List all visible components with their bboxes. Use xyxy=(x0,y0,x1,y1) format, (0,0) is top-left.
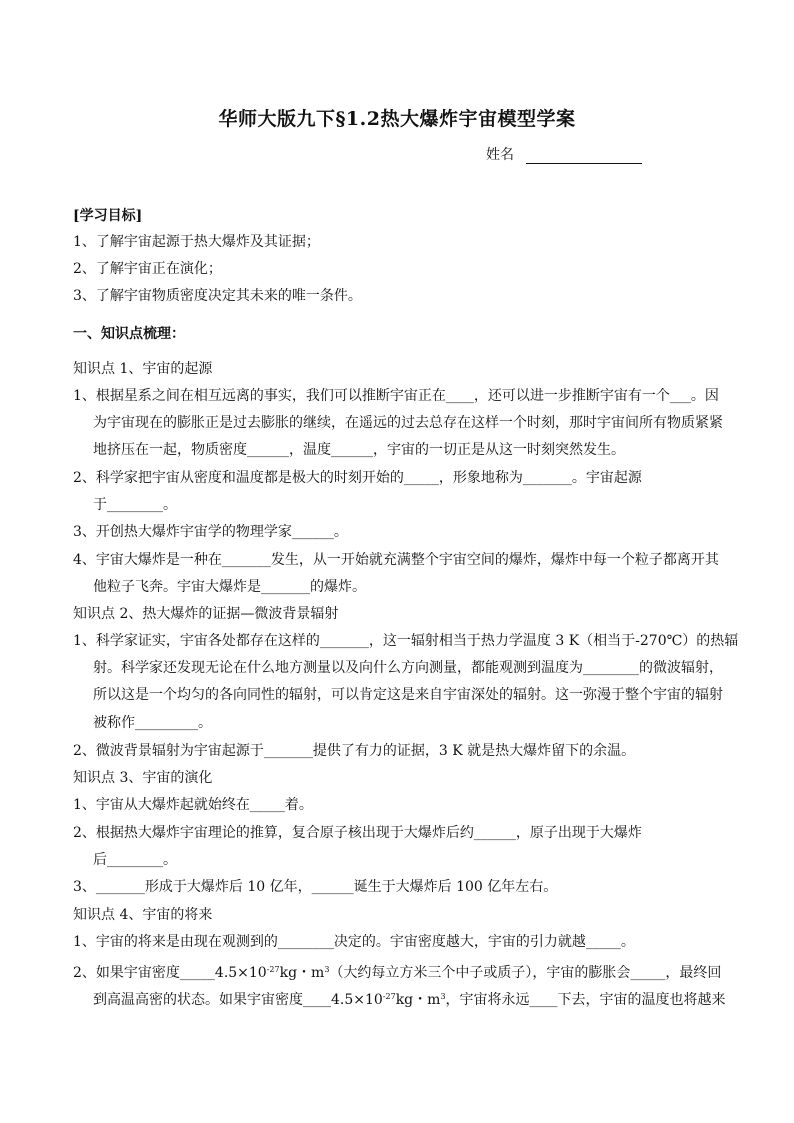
kp3-item3: 3、_______形成于大爆炸后 10 亿年，______诞生于大爆炸后 100 亿年左右。 xyxy=(73,879,558,895)
kp3-item2-line2: 后________。 xyxy=(93,852,177,868)
goals-heading: [学习目标] xyxy=(73,208,143,224)
kp4-item2-line2-a: 到高温高密的状态。如果宇宙密度____4.5×10 xyxy=(93,992,383,1008)
goal-3: 3、了解宇宙物质密度决定其未来的唯一条件。 xyxy=(73,288,362,304)
kp3-item2-line1: 2、根据热大爆炸宇宙理论的推算，复合原子核出现于大爆炸后约______，原子出现于大爆炸 xyxy=(73,825,642,841)
kp2-item1-line3: 所以这是一个均匀的各向同性的辐射，可以肯定这是来自宇宙深处的辐射。这一弥漫于整个宇宙的辐射 xyxy=(93,687,723,703)
kp4-item2-line1-b: kg・m xyxy=(279,965,325,981)
kp1-item4-line1: 4、宇宙大爆炸是一种在_______发生，从一开始就充满整个宇宙空间的爆炸，爆炸中每一个粒子都离开其 xyxy=(73,552,719,568)
kp3-item1: 1、宇宙从大爆炸起就始终在_____着。 xyxy=(73,797,313,813)
kp2-item2: 2、微波背景辐射为宇宙起源于_______提供了有力的证据，3 K 就是热大爆炸留下的余温。 xyxy=(73,743,636,759)
kp4-item2-line1-a: 2、如果宇宙密度_____4.5×10 xyxy=(73,965,267,981)
kp2-item1-line2: 射。科学家还发现无论在什么地方测量以及向什么方向测量，都能观测到温度为________的微波辐射， xyxy=(93,660,723,676)
goal-1: 1、了解宇宙起源于热大爆炸及其证据； xyxy=(73,234,320,250)
section-1-heading: 一、知识点梳理： xyxy=(73,326,185,342)
kp2-item1-line4: 被称作_________。 xyxy=(93,715,212,731)
knowledge-point-1-heading: 知识点 1、宇宙的起源 xyxy=(73,361,213,377)
exponent: -27 xyxy=(382,992,396,1001)
name-blank-line[interactable] xyxy=(526,149,642,164)
goal-2: 2、了解宇宙正在演化； xyxy=(73,261,222,277)
kp1-item1-line2: 为宇宙现在的膨胀正是过去膨胀的继续，在遥远的过去总存在这样一个时刻，那时宇宙间所有物质紧紧 xyxy=(93,415,723,431)
knowledge-point-2-heading: 知识点 2、热大爆炸的证据—微波背景辐射 xyxy=(73,606,339,622)
name-field[interactable] xyxy=(486,144,642,164)
exponent: 3 xyxy=(440,992,446,1001)
knowledge-point-3-heading: 知识点 3、宇宙的演化 xyxy=(73,770,213,786)
exponent: -27 xyxy=(266,965,280,974)
exponent: 3 xyxy=(324,965,330,974)
kp1-item1-line1: 1、根据星系之间在相互远离的事实，我们可以推断宇宙正在____，还可以进一步推断宇宙有一个___。因 xyxy=(73,388,719,404)
kp2-item1-line1: 1、科学家证实，宇宙各处都存在这样的_______，这一辐射相当于热力学温度 3 K（相当于-270℃）的热辐 xyxy=(73,633,739,649)
kp4-item2-line2 xyxy=(93,987,726,1010)
kp4-item2-line1 xyxy=(73,960,721,983)
kp1-item3: 3、开创热大爆炸宇宙学的物理学家______。 xyxy=(73,524,348,540)
knowledge-point-4-heading: 知识点 4、宇宙的将来 xyxy=(73,907,213,923)
kp1-item4-line2: 他粒子飞奔。宇宙大爆炸是_______的爆炸。 xyxy=(93,579,366,595)
kp4-item1: 1、宇宙的将来是由现在观测到的________决定的。宇宙密度越大，宇宙的引力就越_____。 xyxy=(73,934,635,950)
kp1-item2-line2: 于________。 xyxy=(93,497,177,513)
kp4-item2-line2-b: kg・m xyxy=(395,992,441,1008)
name-label: 姓名 xyxy=(486,147,514,163)
kp4-item2-line1-c: （大约每立方米三个中子或质子），宇宙的膨胀会_____，最终回 xyxy=(329,965,722,981)
page-title: 华师大版九下§1.2热大爆炸宇宙模型学案 xyxy=(218,108,576,130)
kp4-item2-line2-c: ，宇宙将永远____下去，宇宙的温度也将越来 xyxy=(445,992,726,1008)
kp1-item1-line3: 地挤压在一起，物质密度______，温度______，宇宙的一切正是从这一时刻突然发生。 xyxy=(93,442,625,458)
kp1-item2-line1: 2、科学家把宇宙从密度和温度都是极大的时刻开始的_____，形象地称为_______。宇宙起源 xyxy=(73,470,642,486)
